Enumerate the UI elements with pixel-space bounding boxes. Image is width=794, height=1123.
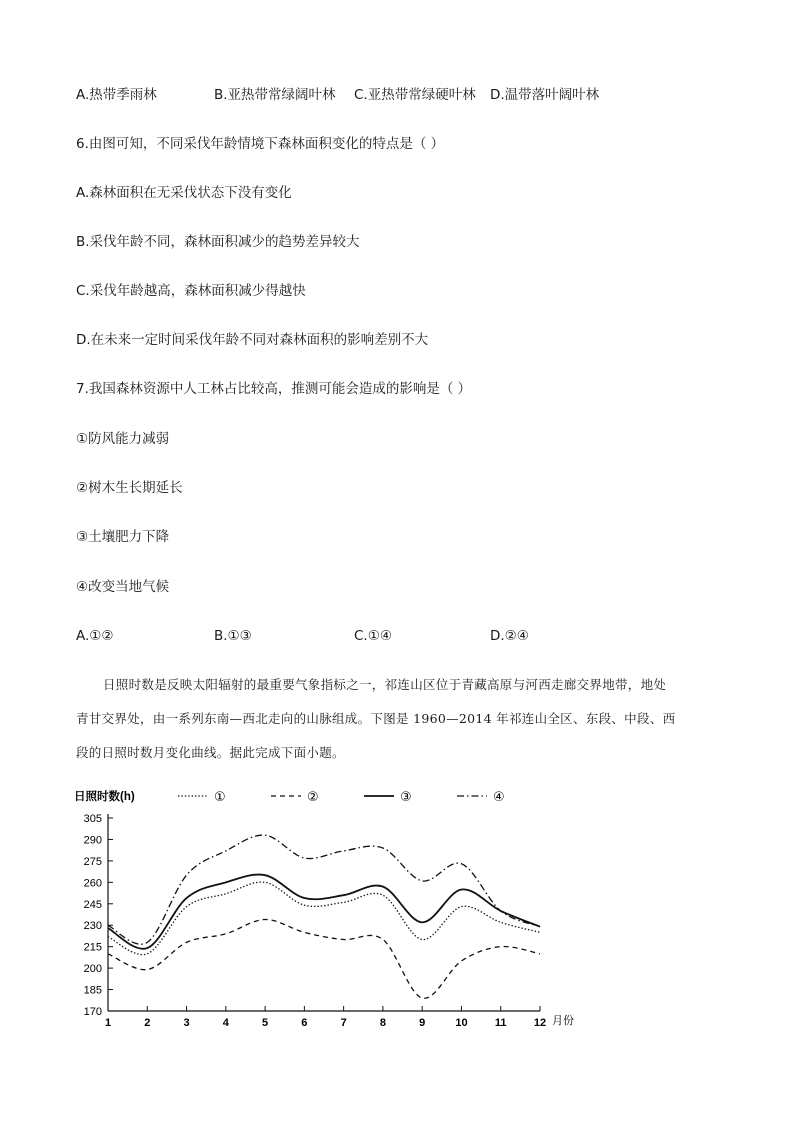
q7-option-a: A.①② [76, 628, 114, 644]
y-axis-label: 日照时数(h) [74, 791, 135, 803]
x-tick-label: 6 [301, 1017, 308, 1029]
q6-stem: 6.由图可知，不同采伐年龄情境下森林面积变化的特点是（ ） [76, 136, 445, 152]
x-tick-label: 8 [379, 1017, 386, 1029]
y-tick-label: 305 [83, 813, 102, 825]
q6-option-d: D.在未来一定时间采伐年龄不同对森林面积的影响差别不大 [76, 332, 429, 348]
y-tick-label: 260 [83, 877, 102, 890]
q6-option-b: B.采伐年龄不同，森林面积减少的趋势差异较大 [76, 234, 360, 250]
q7-stem: 7.我国森林资源中人工林占比较高，推测可能会造成的影响是（ ） [76, 381, 472, 397]
y-tick-label: 200 [83, 963, 102, 976]
q6-option-c: C.采伐年龄越高，森林面积减少得越快 [76, 283, 306, 299]
x-tick-label: 12 [533, 1017, 547, 1029]
y-tick-label: 245 [83, 898, 102, 911]
q7-item-3: ③土壤肥力下降 [76, 529, 170, 545]
q7-item-2: ②树木生长期延长 [76, 480, 183, 496]
y-tick-label: 185 [83, 984, 102, 997]
x-tick-label: 3 [183, 1017, 190, 1029]
chart-legend [178, 789, 505, 804]
x-tick-label: 11 [494, 1017, 507, 1029]
x-tick-label: 1 [104, 1017, 112, 1029]
passage-line-1: 日照时数是反映太阳辐射的最重要气象指标之一，祁连山区位于青藏高原与河西走廊交界地带，地处 [103, 677, 667, 692]
legend-label-4: ④ [493, 789, 505, 804]
x-axis-label: 月份 [552, 1015, 574, 1027]
q6-option-a: A.森林面积在无采伐状态下没有变化 [76, 185, 292, 201]
q7-option-d: D.②④ [490, 628, 529, 644]
passage-line-2: 青甘交界处，由一系列东南—西北走向的山脉组成。下图是 1960—2014 年祁连山全区、东段、中段、西 [76, 711, 676, 726]
q7-item-4: ④改变当地气候 [76, 579, 170, 595]
series-line-2 [108, 919, 540, 998]
y-tick-label: 230 [83, 920, 102, 933]
x-tick-label: 4 [222, 1017, 229, 1029]
q7-option-b: B.①③ [214, 628, 252, 644]
legend-label-3: ③ [400, 789, 412, 804]
passage-line-3: 段的日照时数月变化曲线。据此完成下面小题。 [76, 745, 345, 760]
x-tick-label: 2 [144, 1017, 151, 1029]
legend-label-2: ② [307, 789, 319, 804]
y-tick-label: 290 [83, 834, 102, 847]
q7-item-1: ①防风能力减弱 [76, 431, 170, 447]
q5-option-c: C.亚热带常绿硬叶林 [354, 87, 476, 103]
passage [76, 668, 726, 770]
x-ticks [105, 1006, 546, 1029]
x-tick-label: 9 [419, 1017, 426, 1029]
x-tick-label: 5 [262, 1017, 269, 1029]
sunshine-hours-chart [60, 780, 600, 1040]
q7-option-c: C.①④ [354, 628, 392, 644]
x-tick-label: 10 [455, 1017, 468, 1029]
series-line-3 [108, 875, 540, 949]
y-tick-label: 275 [83, 855, 102, 868]
series-lines [108, 835, 540, 998]
y-tick-label: 170 [83, 1006, 102, 1018]
x-tick-label: 7 [340, 1017, 347, 1029]
legend-label-1: ① [214, 789, 226, 804]
q5-option-a: A.热带季雨林 [76, 87, 157, 103]
y-tick-label: 215 [83, 941, 102, 954]
series-line-4 [108, 835, 540, 944]
q5-option-b: B.亚热带常绿阔叶林 [214, 87, 336, 103]
q5-option-d: D.温带落叶阔叶林 [490, 87, 600, 103]
